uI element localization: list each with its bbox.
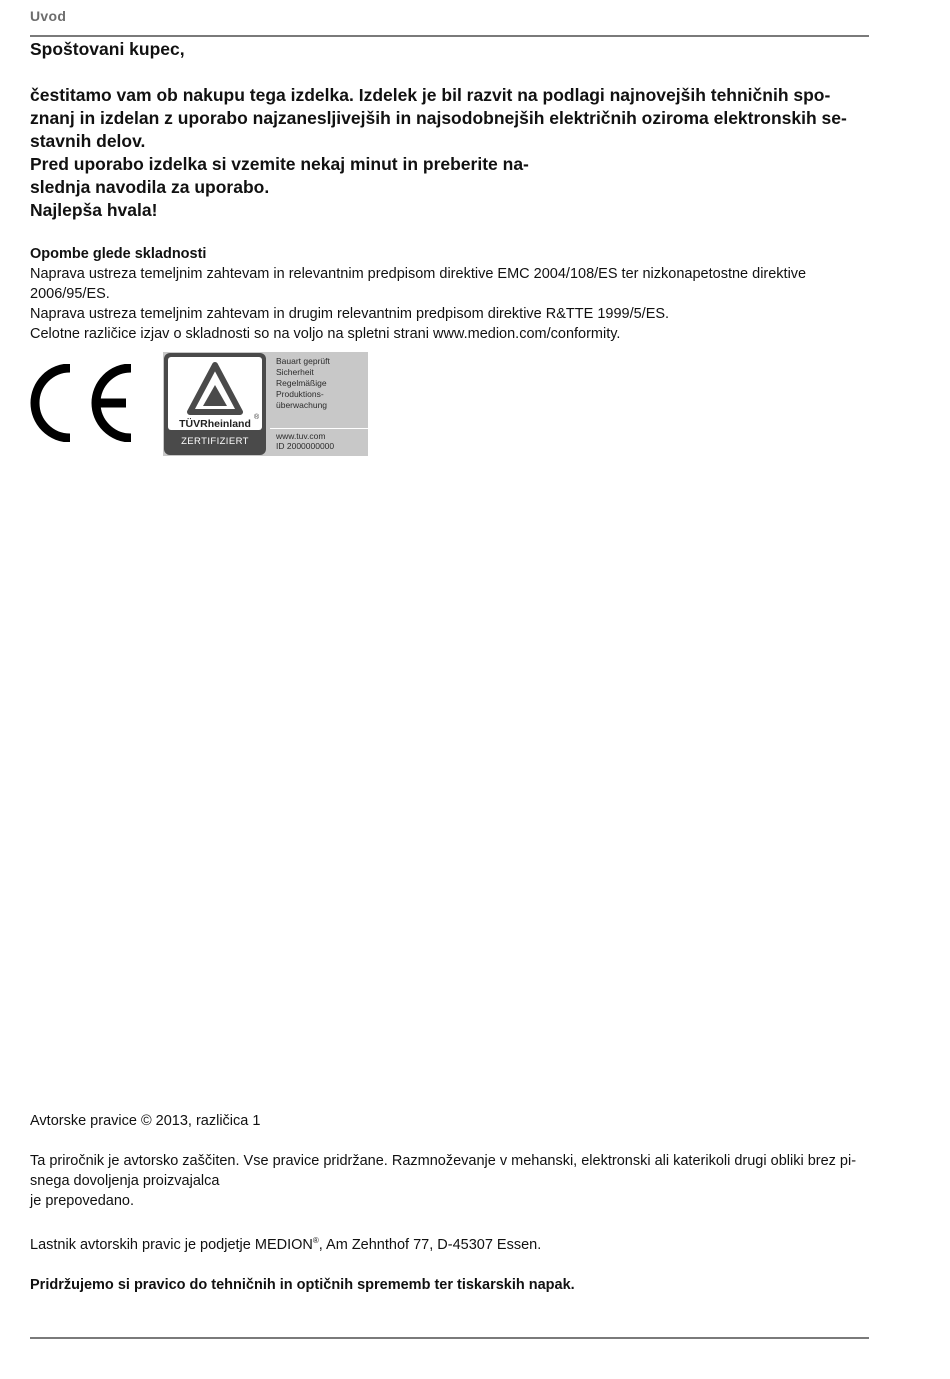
certification-marks xyxy=(30,352,370,457)
copyright-notice-end: je prepovedano. xyxy=(30,1193,134,1209)
conformity-line: Naprava ustreza temeljnim zahtevam in relevantnim predpisom direktive EMC 2004/108/ES ter nizkonapetostne direktive 2006/95/ES. xyxy=(30,266,807,302)
intro-section xyxy=(30,38,875,222)
ce-logo xyxy=(30,364,136,442)
reservation-notice: Pridržujemo si pravico do tehničnih in optičnih sprememb ter tiskarskih napak. xyxy=(30,1277,575,1293)
copyright-section xyxy=(30,1111,875,1295)
svg-text:®: ® xyxy=(254,414,260,421)
copyright-notice: Ta priročnik je avtorsko zaščiten. Vse pravice pridržane. Razmnoževanje v mehanski, elektronski ali katerikoli drugi obliki brez pi-snega dovoljenja proizvajalca xyxy=(30,1153,857,1189)
svg-text:TÜVRheinland: TÜVRheinland xyxy=(179,418,251,430)
conformity-heading: Opombe glede skladnosti xyxy=(30,246,207,262)
section-label: Uvod xyxy=(30,8,67,24)
svg-text:ZERTIFIZIERT: ZERTIFIZIERT xyxy=(181,436,249,447)
header-rule xyxy=(30,35,869,37)
copyright-line: Avtorske pravice © 2013, različica 1 xyxy=(30,1113,261,1129)
conformity-section xyxy=(30,244,875,344)
svg-text:Bauart geprüft Sicherhei: Bauart geprüft Sicherheit Regelmäßige Produktions- überwachung www.tuv.com ID 2000000000 xyxy=(276,356,335,451)
footer-rule xyxy=(30,1337,869,1339)
conformity-line: Celotne različice izjav o skladnosti so na voljo na spletni strani www.medion.com/conformity. xyxy=(30,326,621,342)
intro-paragraph: čestitamo vam ob nakupu tega izdelka. Izdelek je bil razvit na podlagi najnovejših tehničnih spo-znanj in izdelan z uporabo najzanesljivejših in najsodobnejših električnih oziroma elektronskih se-stavnih delov. xyxy=(30,85,847,151)
intro-thanks: Najlepša hvala! xyxy=(30,200,158,220)
salutation: Spoštovani kupec, xyxy=(30,39,185,59)
intro-instructions: Pred uporabo izdelka si vzemite nekaj minut in preberite na-slednja navodila za uporabo. xyxy=(30,154,529,197)
copyright-owner: Lastnik avtorskih pravic je podjetje MEDION®, Am Zehnthof 77, D-45307 Essen. xyxy=(30,1236,542,1253)
conformity-line: Naprava ustreza temeljnim zahtevam in drugim relevantnim predpisom direktive R&TTE 1999/5/ES. xyxy=(30,306,670,322)
tuv-certification-logo xyxy=(163,352,368,456)
